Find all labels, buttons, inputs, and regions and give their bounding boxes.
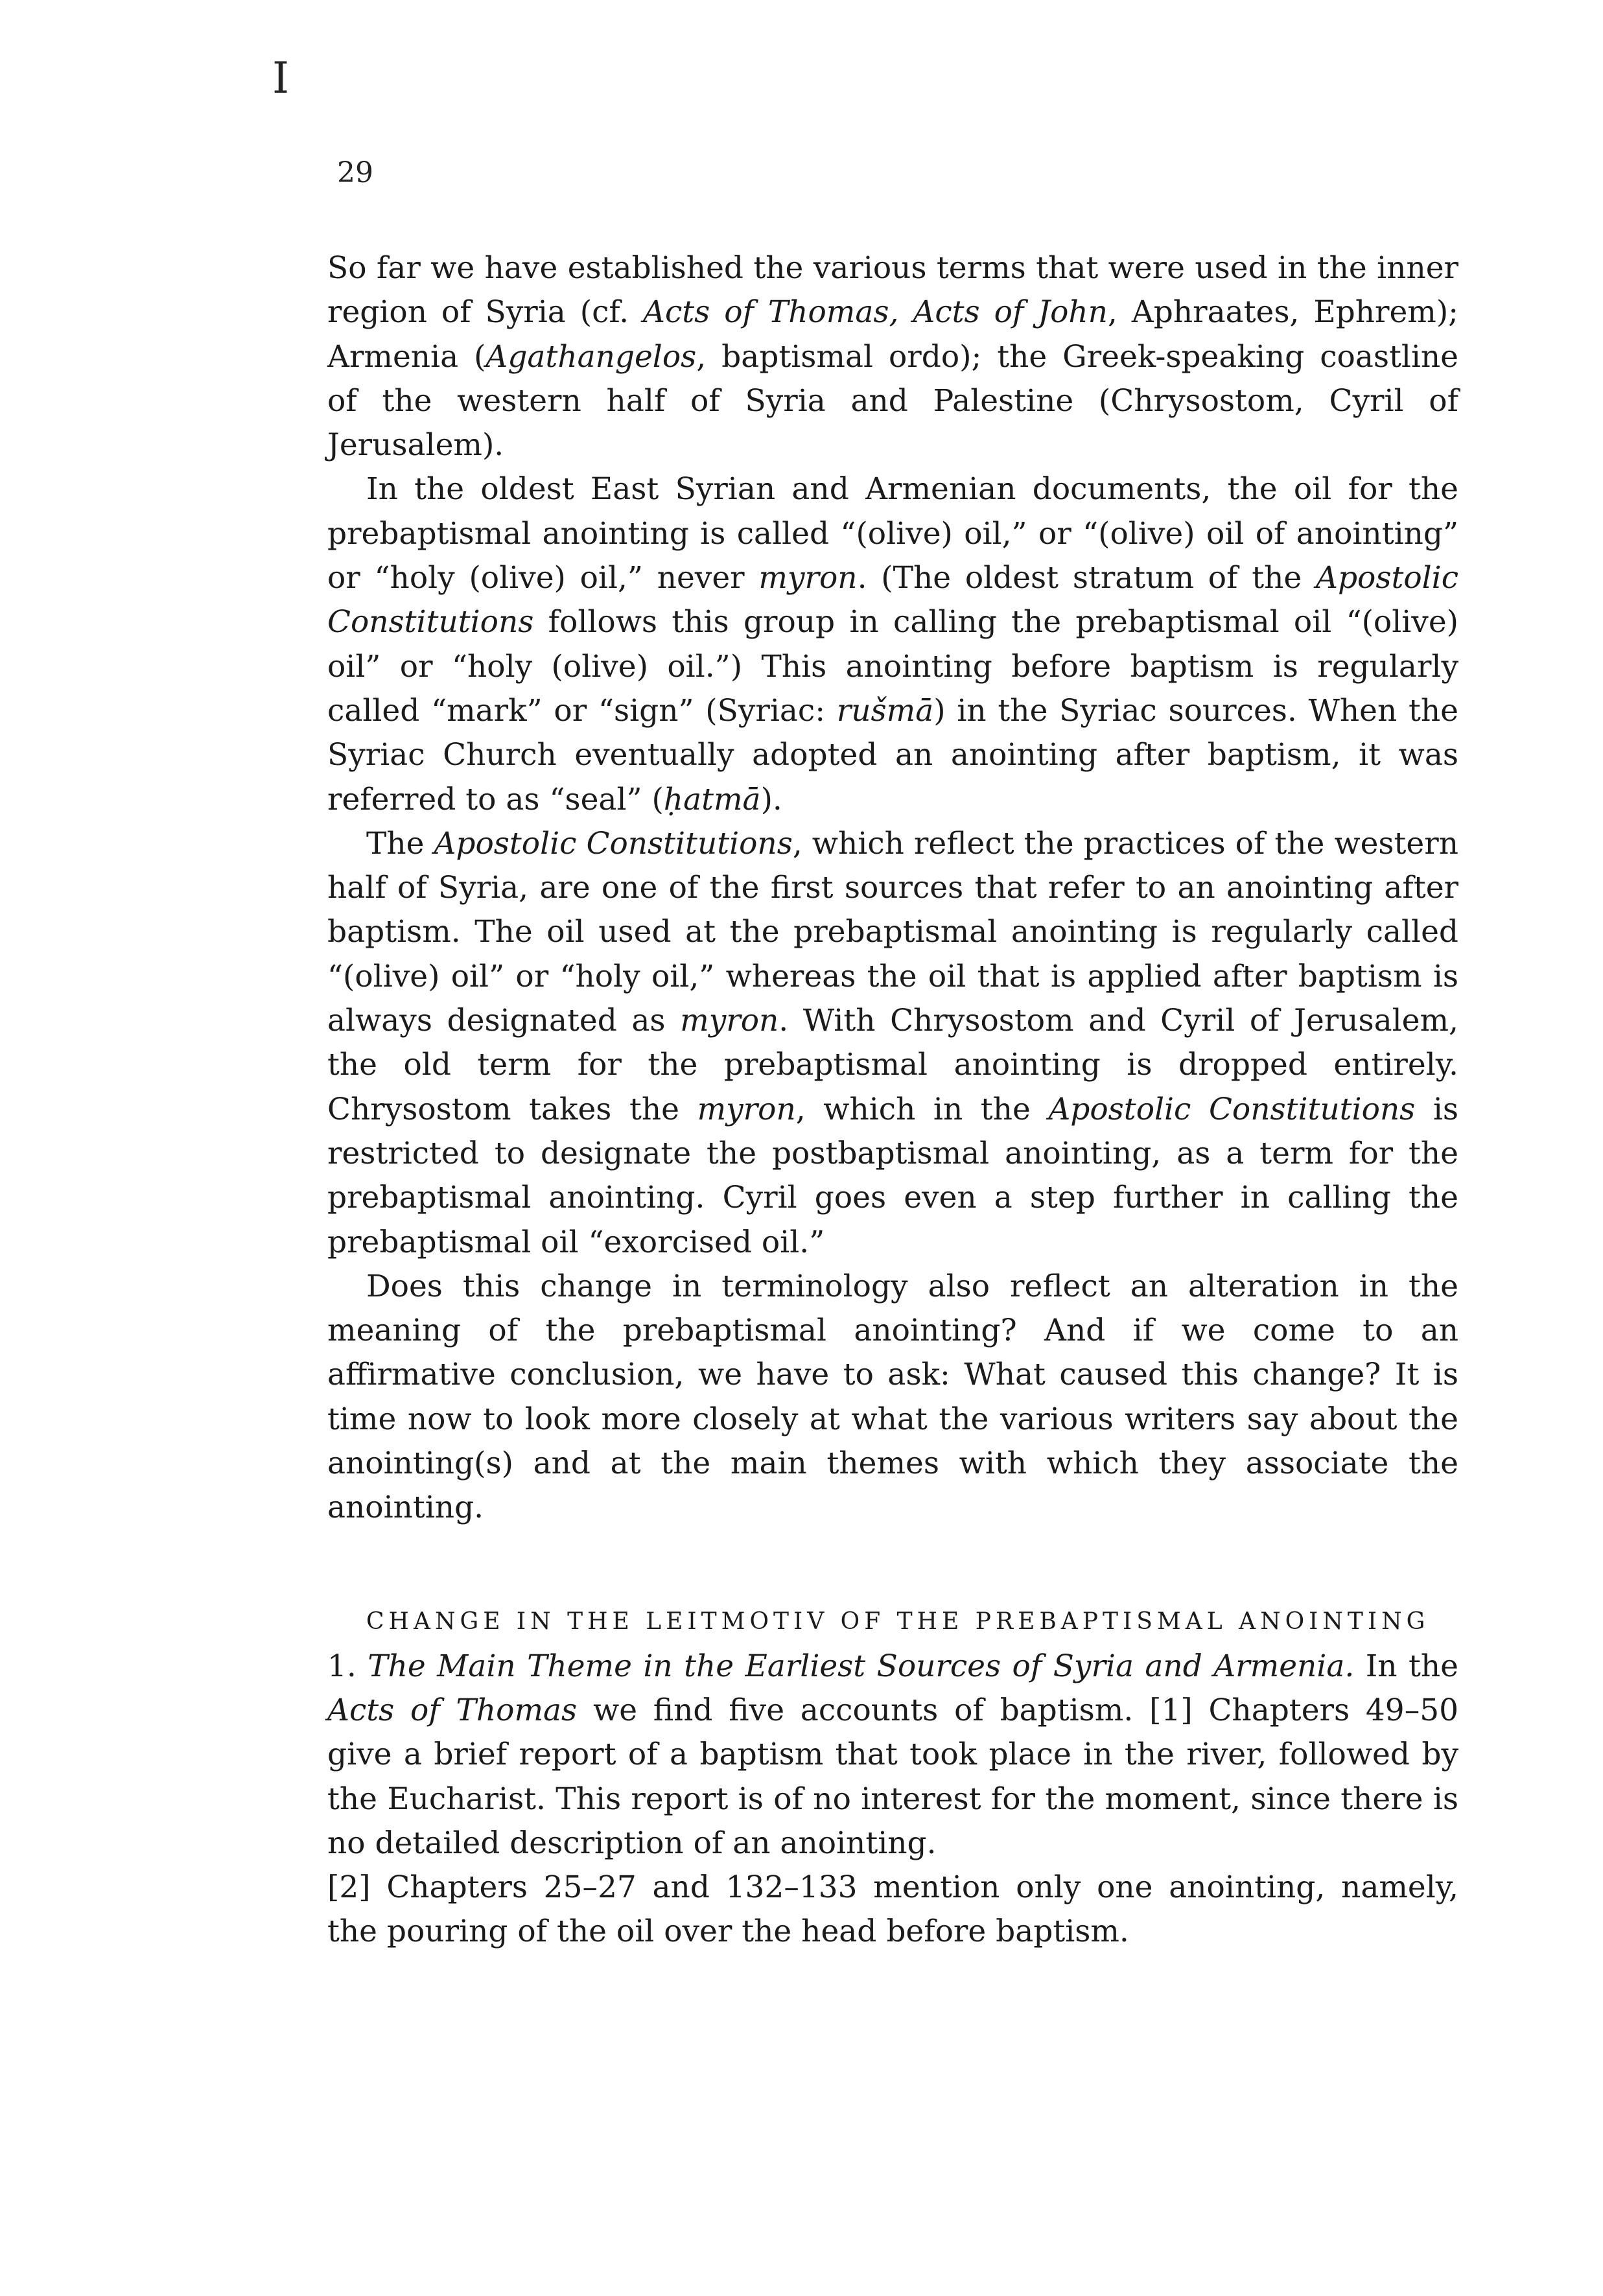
paragraph-6: [2] Chapters 25–27 and 132–133 mention only one anointing, namely, the pouring of the oil over the head before baptism. — [327, 1869, 1458, 1950]
paragraph-2: In the oldest East Syrian and Armenian documents, the oil for the prebaptismal anointing is called “(olive) oil,” or “(olive) oil of anointing” or “holy (olive) oil,” never myron. (The oldest stratum of the Apostolic Constitutions follows this group in calling the prebaptismal oil “(olive) oil” or “holy (olive) oil.”) This anointing before baptism is regularly called “mark” or “sign” (Syriac: rušmā) in the Syriac sources. When the Syriac Church eventually adopted an anointing after baptism, it was referred to as “seal” (ḥatmā). — [327, 471, 1459, 817]
page-body — [327, 246, 1458, 1954]
paragraph-4: Does this change in terminology also reflect an alteration in the meaning of the prebaptismal anointing? And if we come to an affirmative conclusion, we have to ask: What caused this change? It is time now to look more closely at what the various writers say about the anointing(s) and at the main themes with which they associate the anointing. — [327, 1268, 1458, 1526]
page-number: 29 — [337, 156, 373, 189]
paragraph-5: 1. The Main Theme in the Earliest Sources of Syria and Armenia. In the Acts of Thomas we find five accounts of baptism. [1] Chapters 49–50 give a brief report of a baptism that took place in the river, followed by the Eucharist. This report is of no interest for the moment, since there is no detailed description of an anointing. — [327, 1648, 1458, 1861]
section-heading: CHANGE IN THE LEITMOTIV OF THE PREBAPTISMAL ANOINTING — [366, 1608, 1430, 1635]
chapter-marker: I — [272, 53, 290, 103]
paragraph-3: The Apostolic Constitutions, which reflect the practices of the western half of Syria, are one of the first sources that refer to an anointing after baptism. The oil used at the prebaptismal anointing is regularly called “(olive) oil” or “holy oil,” whereas the oil that is applied after baptism is always designated as myron. With Chrysostom and Cyril of Jerusalem, the old term for the prebaptismal anointing is dropped entirely. Chrysostom takes the myron, which in the Apostolic Constitutions is restricted to designate the postbaptismal anointing, as a term for the prebaptismal anointing. Cyril goes even a step further in calling the prebaptismal oil “exorcised oil.” — [327, 825, 1459, 1260]
paragraph-1: So far we have established the various terms that were used in the inner region of Syria (cf. Acts of Thomas, Acts of John, Aphraates, Ephrem); Armenia (Agathangelos, baptismal ordo); the Greek-speaking coastline of the western half of Syria and Palestine (Chrysostom, Cyril of Jerusalem). — [327, 250, 1459, 463]
